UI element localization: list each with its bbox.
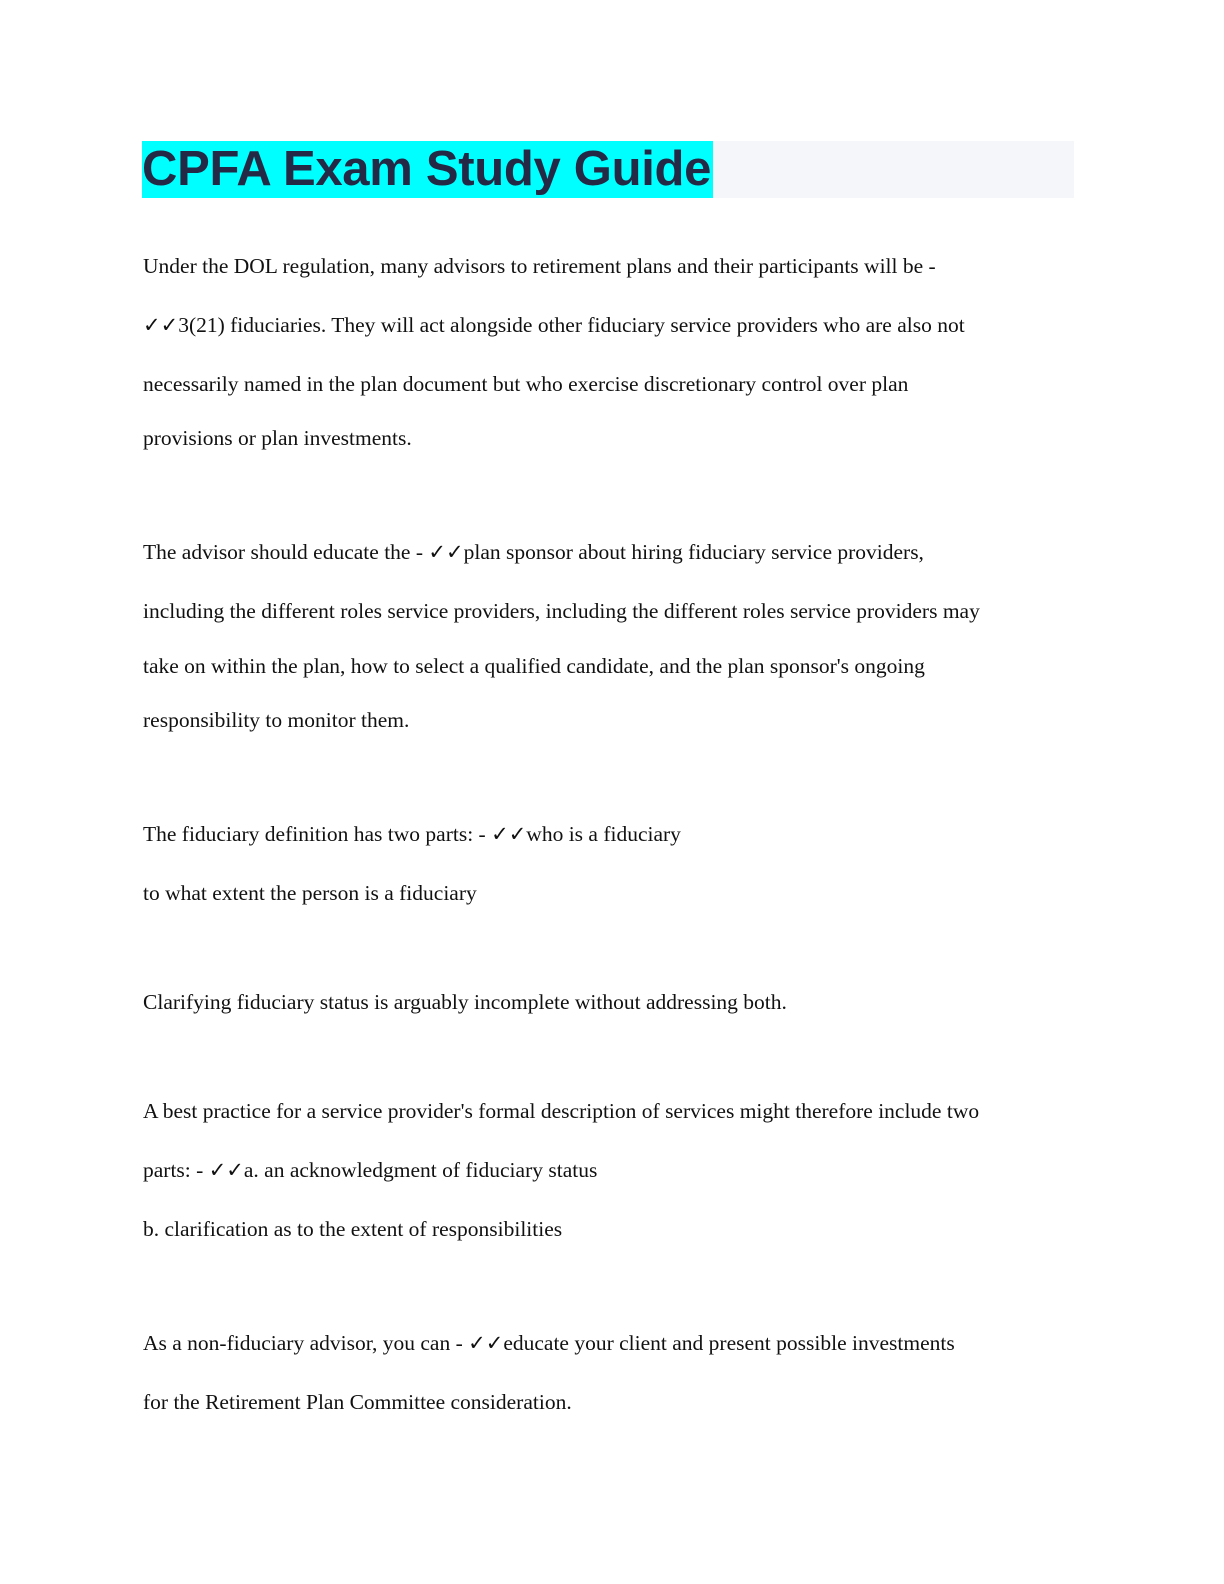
title-highlight: [142, 141, 713, 198]
entry-2-line-3: take on within the plan, how to select a qualified candidate, and the plan sponsor's ongoing: [143, 654, 925, 678]
entry-3-line-2: to what extent the person is a fiduciary: [143, 881, 477, 905]
entry-5-line-2: [143, 1156, 597, 1184]
entry-1-answer: 3(21) fiduciaries. They will act alongside other fiduciary service providers who are also not: [178, 313, 965, 337]
entry-1-line-4: provisions or plan investments.: [143, 426, 412, 450]
entry-3-answer: who is a fiduciary: [526, 822, 681, 846]
entry-6-question: As a non-fiduciary advisor, you can -: [143, 1331, 469, 1355]
check-mark-icon: ✓✓: [208, 1158, 244, 1182]
entry-6-answer: educate your client and present possible investments: [503, 1331, 955, 1355]
check-mark-icon: ✓✓: [143, 313, 179, 337]
entry-6-line-2: for the Retirement Plan Committee consideration.: [143, 1390, 572, 1414]
entry-2-answer: plan sponsor about hiring fiduciary service providers,: [463, 540, 924, 564]
entry-4-line-1: Clarifying fiduciary status is arguably incomplete without addressing both.: [143, 990, 787, 1014]
entry-5-answer: a. an acknowledgment of fiduciary status: [243, 1158, 598, 1182]
entry-3-line-1: [143, 820, 681, 848]
entry-3-question: The fiduciary definition has two parts: -: [143, 822, 492, 846]
check-mark-icon: ✓✓: [491, 822, 527, 846]
entry-5-line-1: A best practice for a service provider's formal description of services might therefore include two: [143, 1099, 980, 1123]
entry-5-line-3: b. clarification as to the extent of responsibilities: [143, 1217, 563, 1241]
entry-1-line-2: [143, 311, 965, 339]
entry-2-line-2: including the different roles service providers, including the different roles service providers may: [143, 599, 980, 623]
entry-1-line-1: Under the DOL regulation, many advisors to retirement plans and their participants will be -: [143, 254, 936, 278]
entry-1-line-3: necessarily named in the plan document but who exercise discretionary control over plan: [143, 372, 909, 396]
entry-6-line-1: [143, 1329, 955, 1357]
entry-2-question: The advisor should educate the -: [143, 540, 429, 564]
entry-5-question: parts: -: [143, 1158, 209, 1182]
check-mark-icon: ✓✓: [428, 540, 464, 564]
entry-2-line-4: responsibility to monitor them.: [143, 708, 410, 732]
page-title: CPFA Exam Study Guide: [142, 142, 712, 196]
check-mark-icon: ✓✓: [468, 1331, 504, 1355]
entry-2-line-1: [143, 538, 924, 566]
